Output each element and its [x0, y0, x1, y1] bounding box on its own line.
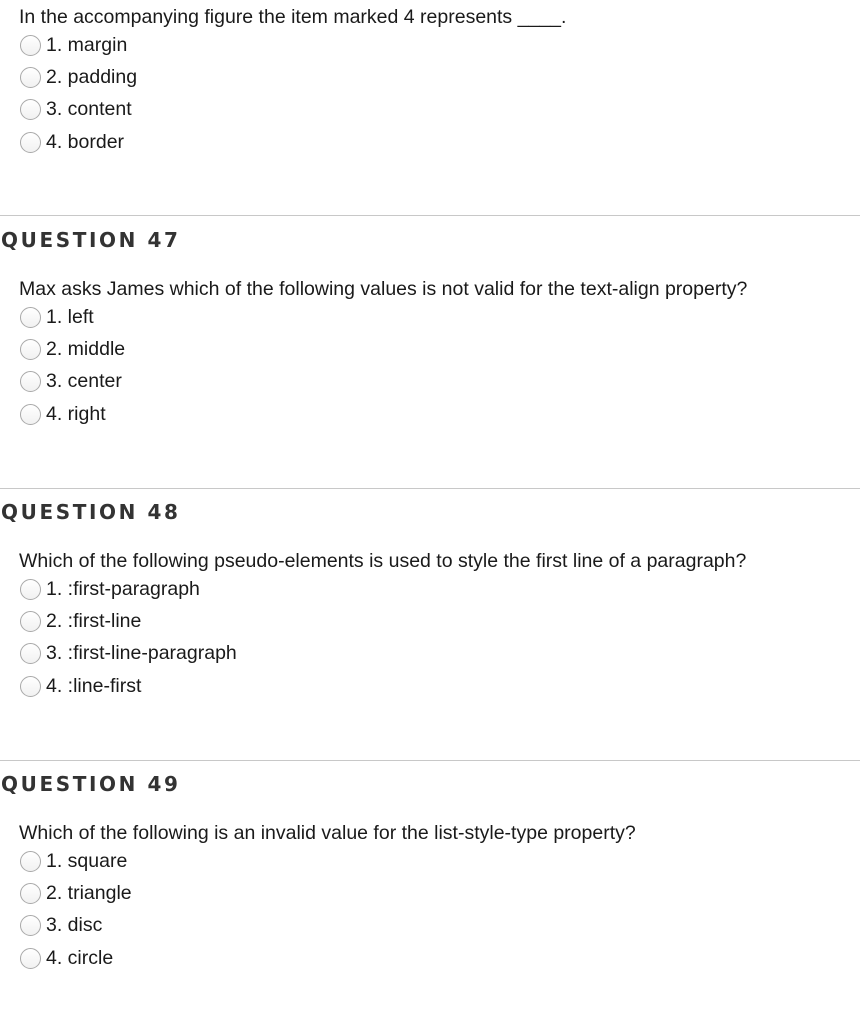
radio-button[interactable] [20, 67, 41, 88]
question-heading: QUESTION 48 [1, 500, 181, 524]
answer-option-2[interactable] [20, 608, 141, 634]
answer-label: 2. triangle [46, 882, 132, 904]
radio-button[interactable] [20, 883, 41, 904]
answer-option-1[interactable] [20, 304, 94, 330]
answer-label: 2. :first-line [46, 610, 142, 632]
section-divider [0, 488, 860, 489]
radio-button[interactable] [20, 99, 41, 120]
answer-label: 1. left [46, 306, 94, 328]
radio-button[interactable] [20, 611, 41, 632]
radio-button[interactable] [20, 948, 41, 969]
section-divider [0, 760, 860, 761]
question-text: Which of the following pseudo-elements is used to style the first line of a paragraph? [19, 550, 747, 572]
question-text: In the accompanying figure the item marked 4 represents ____. [19, 6, 567, 28]
answer-label: 4. :line-first [46, 675, 142, 697]
answer-option-4[interactable] [20, 401, 106, 427]
answer-option-3[interactable] [20, 912, 102, 938]
radio-button[interactable] [20, 404, 41, 425]
answer-label: 4. border [46, 131, 125, 153]
answer-option-2[interactable] [20, 64, 137, 90]
answer-option-4[interactable] [20, 129, 124, 155]
question-text: Max asks James which of the following values is not valid for the text-align property? [19, 278, 748, 300]
answer-option-2[interactable] [20, 880, 132, 906]
section-divider [0, 215, 860, 216]
radio-button[interactable] [20, 579, 41, 600]
answer-option-1[interactable] [20, 848, 127, 874]
answer-option-2[interactable] [20, 336, 125, 362]
answer-label: 4. circle [46, 947, 114, 969]
answer-label: 3. :first-line-paragraph [46, 642, 237, 664]
radio-button[interactable] [20, 851, 41, 872]
question-text: Which of the following is an invalid value for the list-style-type property? [19, 822, 636, 844]
radio-button[interactable] [20, 339, 41, 360]
answer-option-1[interactable] [20, 576, 200, 602]
answer-option-3[interactable] [20, 96, 132, 122]
answer-label: 1. :first-paragraph [46, 578, 200, 600]
radio-button[interactable] [20, 371, 41, 392]
answer-label: 1. square [46, 850, 128, 872]
answer-option-3[interactable] [20, 368, 122, 394]
radio-button[interactable] [20, 915, 41, 936]
answer-label: 2. padding [46, 66, 138, 88]
radio-button[interactable] [20, 35, 41, 56]
radio-button[interactable] [20, 307, 41, 328]
answer-option-4[interactable] [20, 673, 141, 699]
question-heading: QUESTION 47 [1, 228, 181, 252]
radio-button[interactable] [20, 676, 41, 697]
question-heading: QUESTION 49 [1, 772, 181, 796]
answer-label: 1. margin [46, 34, 128, 56]
answer-label: 3. center [46, 370, 122, 392]
radio-button[interactable] [20, 643, 41, 664]
answer-label: 2. middle [46, 338, 126, 360]
answer-label: 3. content [46, 98, 132, 120]
answer-label: 4. right [46, 403, 106, 425]
answer-option-1[interactable] [20, 32, 127, 58]
answer-option-4[interactable] [20, 945, 113, 971]
answer-option-3[interactable] [20, 640, 237, 666]
answer-label: 3. disc [46, 914, 103, 936]
radio-button[interactable] [20, 132, 41, 153]
